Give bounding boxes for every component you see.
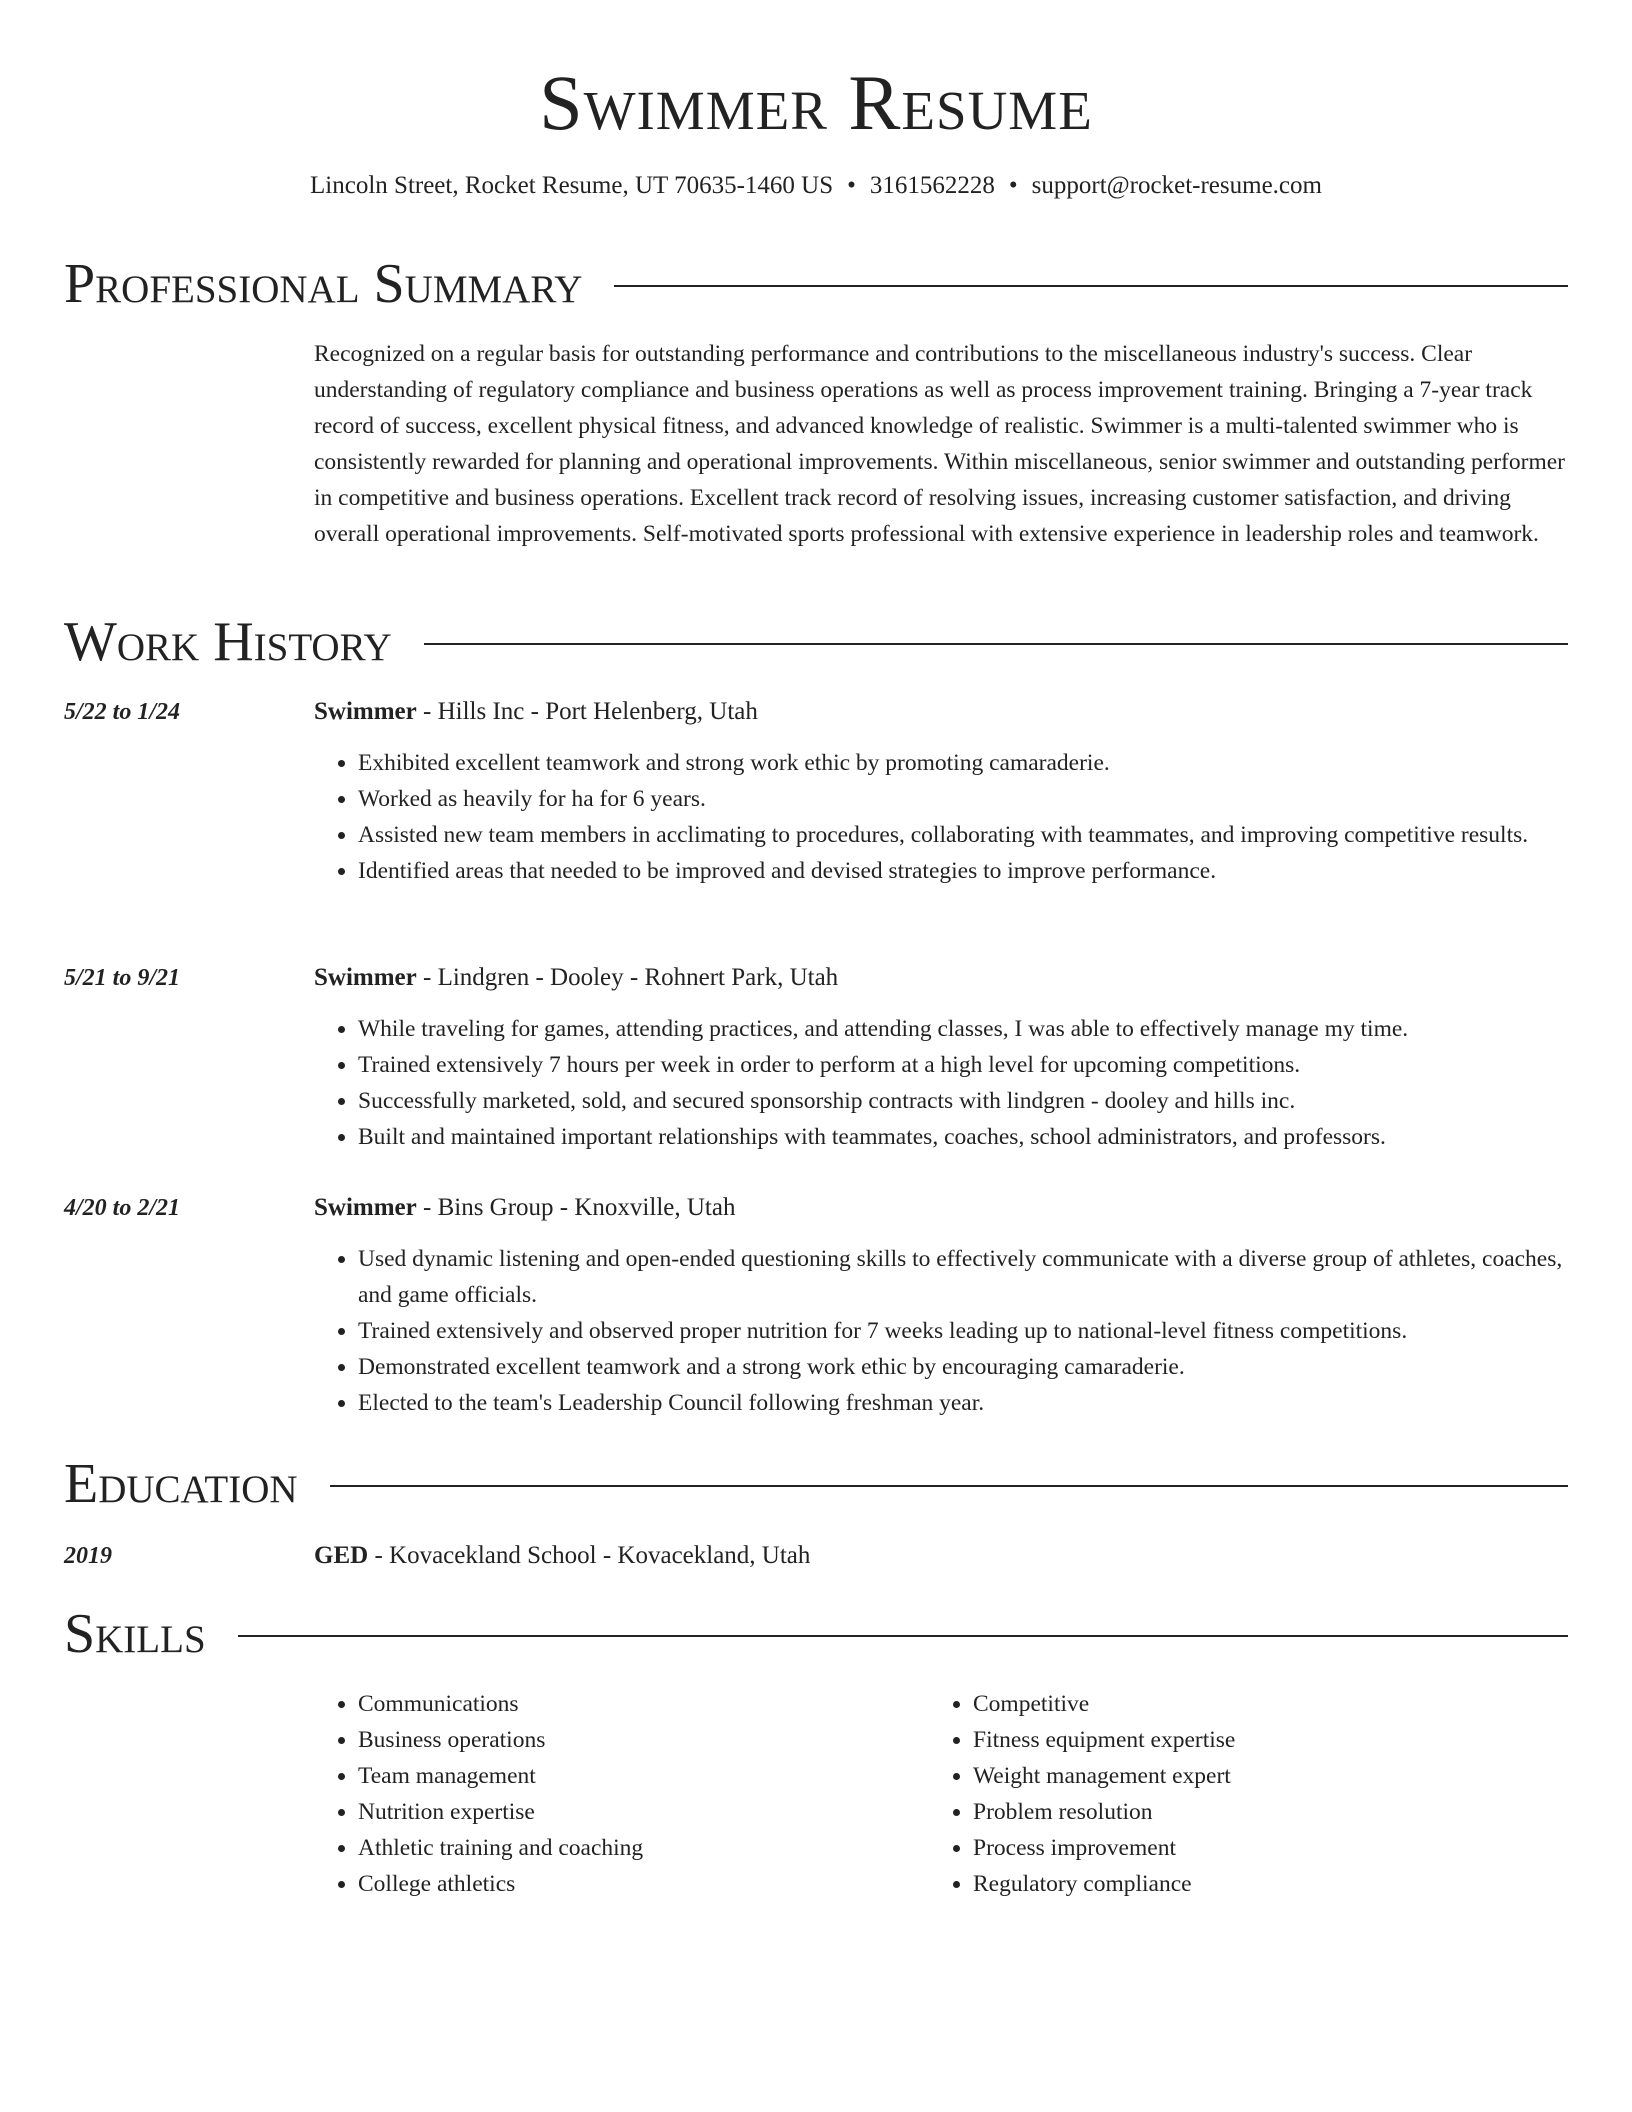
job-title-line (314, 694, 758, 730)
job-role: Swimmer (314, 698, 417, 725)
job-bullet: • Worked as heavily for ha for 6 years. (358, 781, 1568, 817)
contact-separator: • (1008, 172, 1018, 199)
contact-separator: • (847, 172, 856, 199)
job-bullet: • Demonstrated excellent teamwork and a strong work ethic by encouraging camaraderie. (358, 1349, 1568, 1385)
contact-phone: 3161562228 (869, 172, 995, 199)
section-divider (330, 1485, 1568, 1487)
skill-item: • Athletic training and coaching (358, 1830, 929, 1866)
job-bullet: • Trained extensively 7 hours per week in order to perform at a high level for upcoming competitions. (358, 1047, 1568, 1083)
job-bullet: • Successfully marketed, sold, and secured sponsorship contracts with lindgren - dooley and hills inc. (358, 1083, 1568, 1119)
job-bullet: • Assisted new team members in acclimating to procedures, collaborating with teammates, and improving competitive results. (358, 817, 1568, 853)
contact-email: support@rocket-resume.com (1031, 172, 1322, 199)
job-bullet: • Exhibited excellent teamwork and strong work ethic by promoting camaraderie. (358, 745, 1568, 781)
job-bullet: • Elected to the team's Leadership Council following freshman year. (358, 1385, 1568, 1421)
skill-item: • Problem resolution (973, 1794, 1544, 1830)
skill-item: • Business operations (358, 1722, 929, 1758)
section-divider (238, 1635, 1568, 1637)
education-section-title: Education (64, 1453, 298, 1515)
job-details: - Lindgren - Dooley - Rohnert Park, Utah (416, 964, 839, 991)
skill-item: • Nutrition expertise (358, 1794, 929, 1830)
section-divider (424, 643, 1568, 645)
skill-item: • Weight management expert (973, 1758, 1544, 1794)
work-section-title: Work History (64, 611, 392, 673)
skill-item: • Fitness equipment expertise (973, 1722, 1544, 1758)
skills-section-title: Skills (64, 1603, 206, 1665)
education-section-header (64, 1454, 1568, 1514)
job-title-line (314, 960, 838, 996)
job-dates: 4/20 to 2/21 (64, 1195, 181, 1221)
job-bullet-list (314, 1241, 1568, 1421)
job-details: - Bins Group - Knoxville, Utah (416, 1194, 736, 1221)
skills-columns (314, 1686, 1568, 1902)
contact-address: Lincoln Street, Rocket Resume, UT 70635-1460 US (310, 172, 834, 199)
job-bullet: • Identified areas that needed to be improved and devised strategies to improve performance. (358, 853, 1568, 889)
job-role: Swimmer (314, 1194, 417, 1221)
job-bullet: • Built and maintained important relationships with teammates, coaches, school administrators, and professors. (358, 1119, 1568, 1155)
job-dates: 5/21 to 9/21 (64, 965, 181, 991)
job-bullet-list (314, 745, 1568, 889)
job-role: Swimmer (314, 964, 417, 991)
job-details: - Hills Inc - Port Helenberg, Utah (416, 698, 758, 725)
education-details: - Kovacekland School - Kovacekland, Utah (368, 1542, 811, 1569)
resume-title: Swimmer Resume (539, 59, 1093, 146)
summary-section-title: Professional Summary (64, 253, 583, 315)
skills-list-right (929, 1686, 1544, 1902)
contact-line (0, 170, 1632, 202)
summary-section-header (64, 254, 1568, 314)
skill-item: • College athletics (358, 1866, 929, 1902)
skills-list-left (314, 1686, 929, 1902)
job-dates: 5/22 to 1/24 (64, 699, 181, 725)
job-bullet: • While traveling for games, attending practices, and attending classes, I was able to effectively manage my time. (358, 1011, 1568, 1047)
job-bullet-list (314, 1011, 1568, 1155)
job-bullet: • Used dynamic listening and open-ended questioning skills to effectively communicate with a diverse group of athletes, coaches, and game officials. (358, 1241, 1568, 1313)
education-degree: GED (314, 1542, 369, 1569)
skill-item: • Competitive (973, 1686, 1544, 1722)
skills-section-header (64, 1604, 1568, 1664)
skill-item: • Process improvement (973, 1830, 1544, 1866)
skill-item: • Communications (358, 1686, 929, 1722)
job-bullet: • Trained extensively and observed proper nutrition for 7 weeks leading up to national-level fitness competitions. (358, 1313, 1568, 1349)
summary-text: Recognized on a regular basis for outstanding performance and contributions to the miscellaneous industry's success. Clear understanding of regulatory compliance and business operations as well as process improvement training. Bringing a 7-year track record of success, excellent physical fitness, and advanced knowledge of realistic. Swimmer is a multi-talented swimmer who is consistently rewarded for planning and operational improvements. Within miscellaneous, senior swimmer and outstanding performer in competitive and business operations. Excellent track record of resolving issues, increasing customer satisfaction, and driving overall operational improvements. Self-motivated sports professional with extensive experience in leadership roles and teamwork. (314, 341, 1565, 547)
job-title-line (314, 1190, 735, 1226)
work-section-header (64, 612, 1568, 672)
education-title-line (314, 1538, 810, 1574)
skill-item: • Team management (358, 1758, 929, 1794)
section-divider (614, 285, 1568, 287)
skill-item: • Regulatory compliance (973, 1866, 1544, 1902)
education-year: 2019 (64, 1543, 112, 1569)
